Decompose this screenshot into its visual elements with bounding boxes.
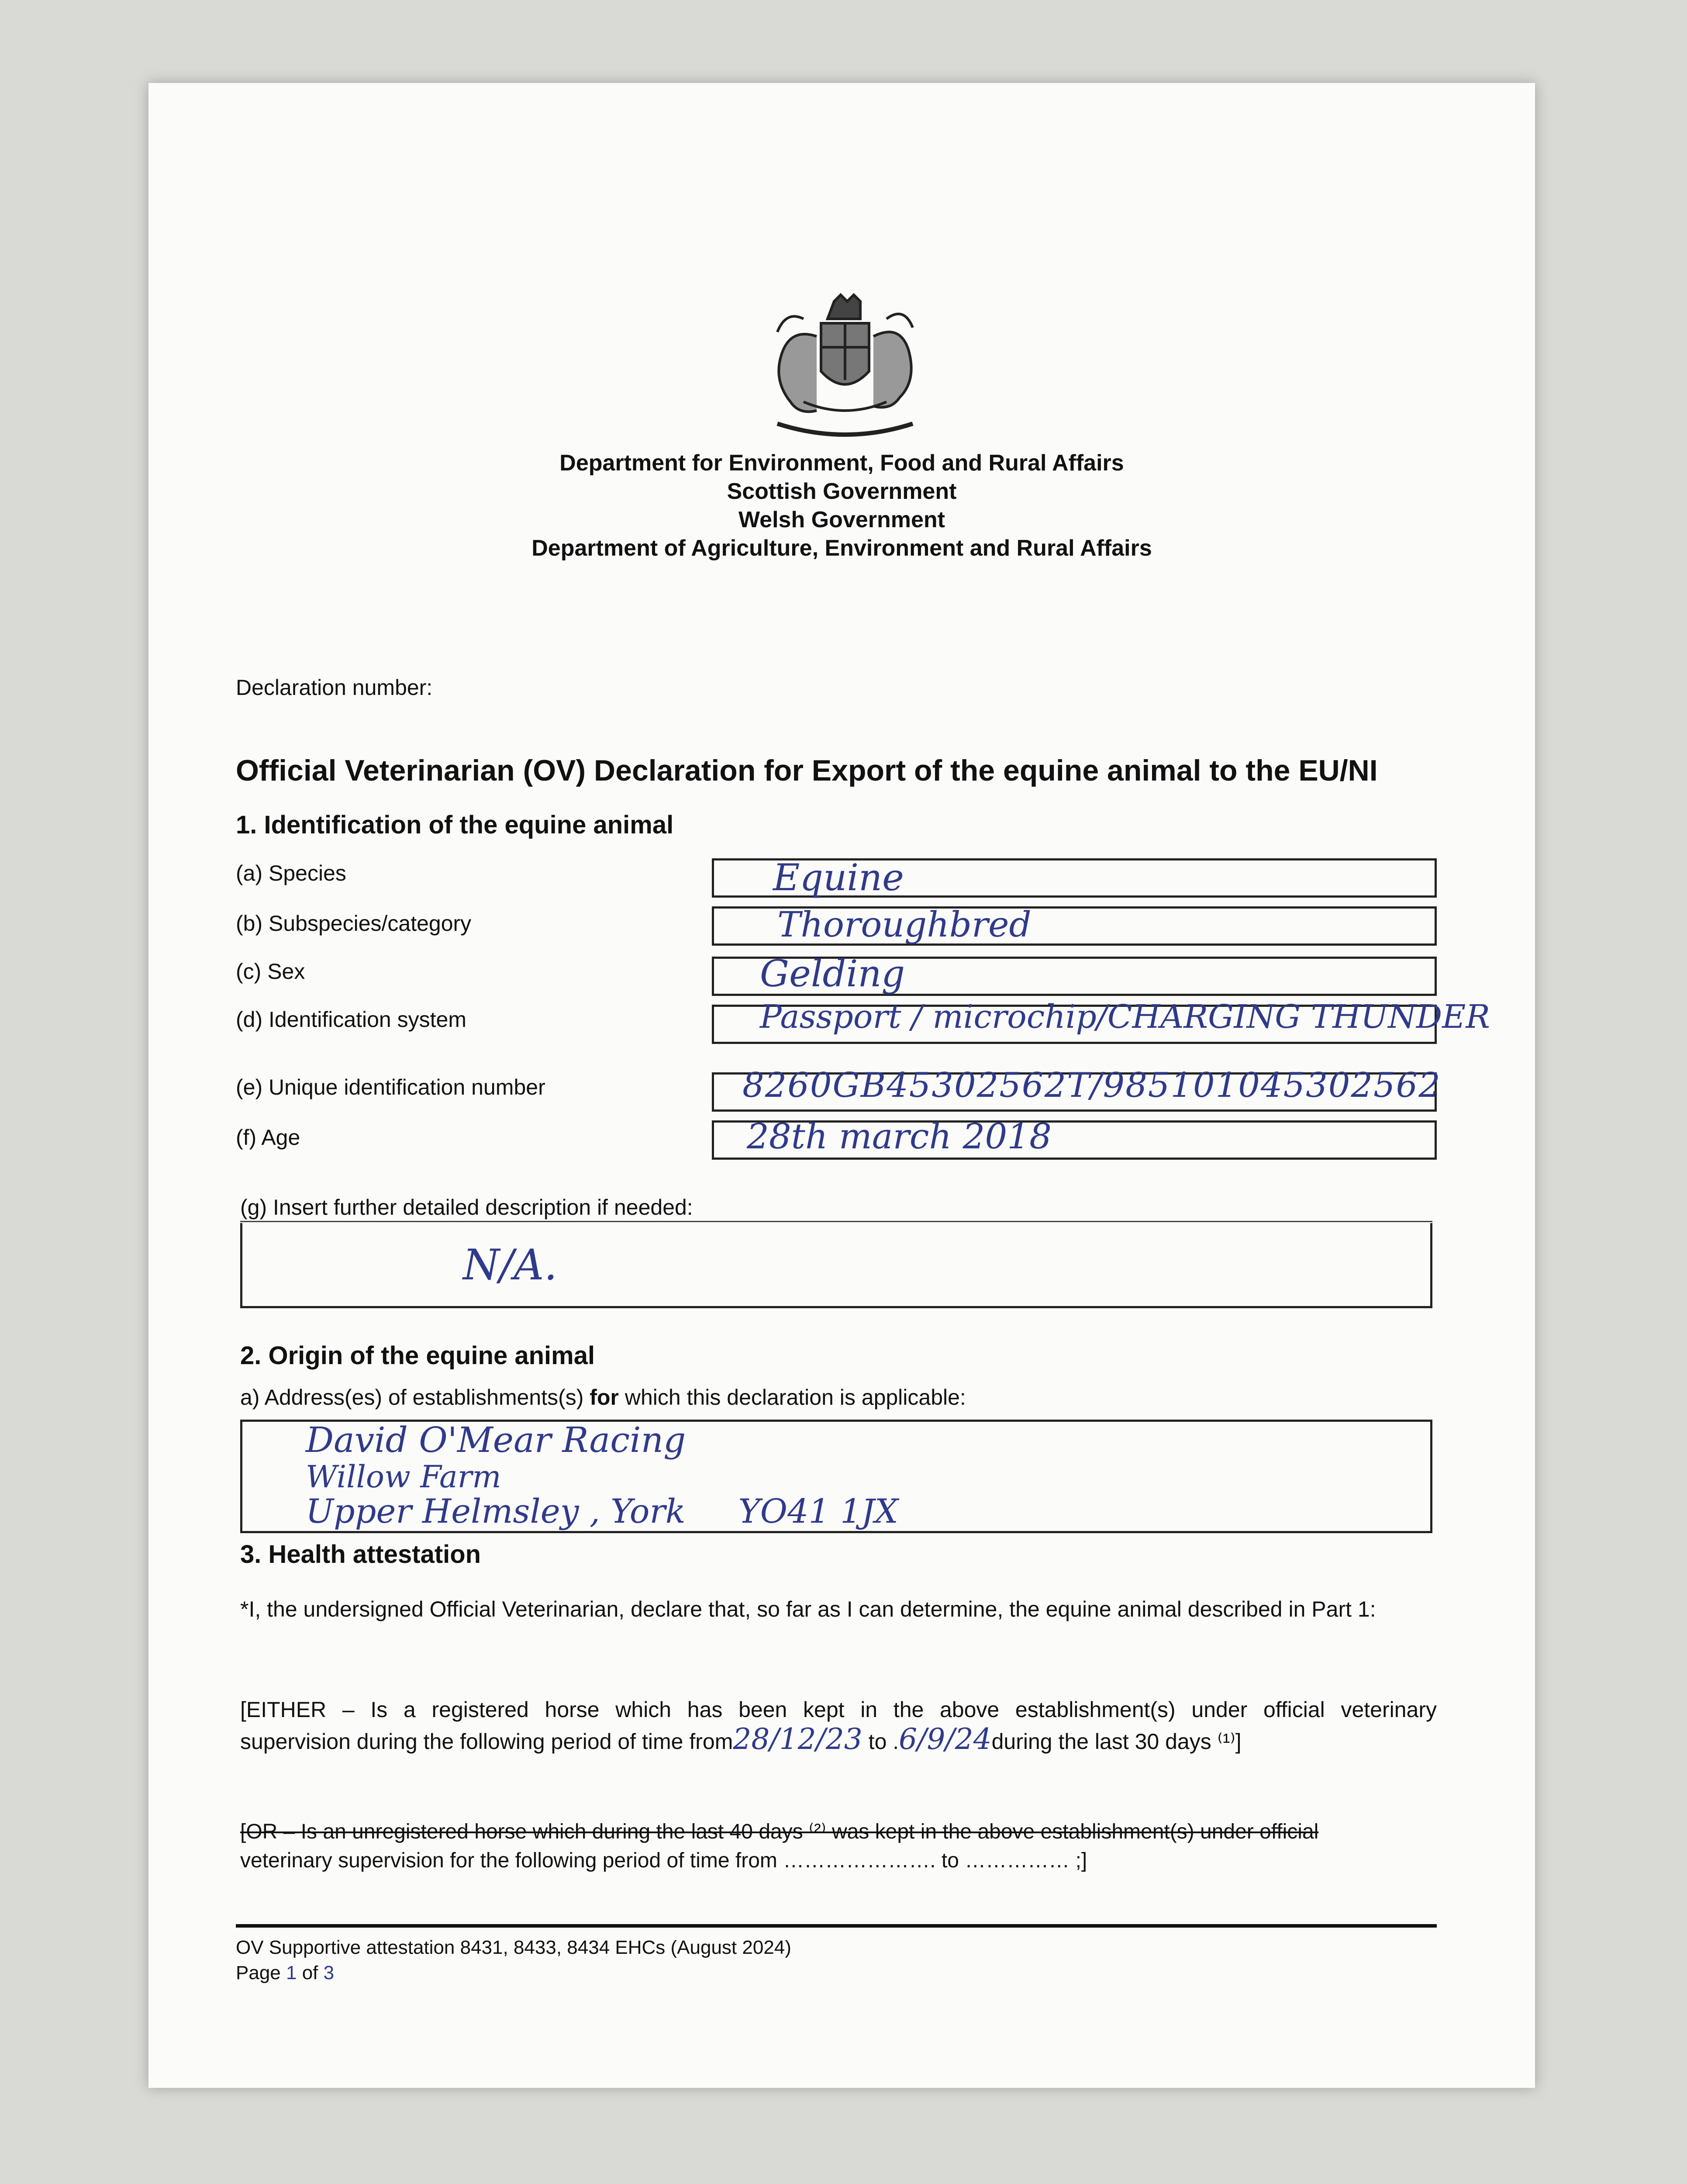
section3-heading: 3. Health attestation [240,1540,481,1569]
document-page [148,83,1535,2088]
further-description-value: N/A. [463,1241,558,1289]
address-line-2: Willow Farm [306,1459,501,1495]
department-line-2: Scottish Government [727,479,957,504]
department-line-3: Welsh Government [738,507,945,532]
health-intro: *I, the undersigned Official Veterinarian, declare that, so far as I can determine, the equine animal described in Part 1: [240,1597,1376,1621]
department-line-4: Department of Agriculture, Environment and Rural Affairs [531,536,1152,561]
either-line-2-post: during the last 30 days ⁽¹⁾] [991,1729,1242,1754]
subspecies-label: (b) Subspecies/category [236,911,472,936]
section2-heading: 2. Origin of the equine animal [240,1341,595,1370]
department-line-1: Department for Environment, Food and Rural Affairs [559,450,1124,476]
either-line-2 [240,1724,1437,1756]
footer-rule [236,1924,1437,1928]
footer-attestation: OV Supportive attestation 8431, 8433, 8434 EHCs (August 2024) [236,1937,791,1958]
address-label-pre: a) Address(es) of establishments(s) [240,1385,590,1410]
unique-id-value: 8260GB45302562T/985101045302562 [742,1066,1441,1105]
document-title: Official Veterinarian (OV) Declaration for Export of the equine animal to the EU/NI [236,754,1378,787]
footer-page [236,1960,334,1986]
species-label: (a) Species [236,861,346,885]
either-line-2-pre: supervision during the following period of time from [240,1729,733,1754]
or-line-1: [OR – Is an unregistered horse which during the last 40 days ⁽²⁾ was kept in the above establishment(s) under official [240,1820,1319,1843]
address-line-3: Upper Helmsley , York YO41 1JX [306,1492,898,1531]
species-value: Equine [773,856,904,899]
footer-of-word: of [297,1962,324,1984]
footer-page-word: Page [236,1962,286,1984]
section1-heading: 1. Identification of the equine animal [236,811,674,839]
sex-label: (c) Sex [236,959,305,984]
footer-page-number: 1 [286,1962,297,1984]
sex-value: Gelding [760,952,905,995]
address-label [240,1385,966,1410]
either-to-date: 6/9/24 [899,1722,992,1756]
address-label-bold: for [590,1385,619,1410]
declaration-number-label: Declaration number: [236,675,433,700]
royal-coat-of-arms-icon [751,293,939,441]
age-value: 28th march 2018 [747,1116,1052,1157]
either-mid-text: to . [862,1729,899,1754]
identification-system-label: (d) Identification system [236,1007,466,1032]
address-line-1: David O'Mear Racing [306,1420,686,1460]
further-description-label: (g) Insert further detailed description if needed: [240,1195,693,1220]
either-line-1: [EITHER – Is a registered horse which has been kept in the above establishment(s) under official veterinary [240,1697,1437,1722]
unique-id-label: (e) Unique identification number [236,1075,545,1099]
further-description-field[interactable] [240,1223,1432,1308]
either-from-date: 28/12/23 [733,1722,862,1756]
age-label: (f) Age [236,1125,300,1150]
address-label-post: which this declaration is applicable: [618,1385,966,1410]
or-line-2: veterinary supervision for the following period of time from …………………. to …………… ;] [240,1849,1087,1872]
identification-system-value: Passport / microchip/CHARGING THUNDER [760,998,1490,1036]
further-description-rule [240,1221,1432,1222]
subspecies-value: Thoroughbred [777,904,1032,945]
footer-page-total: 3 [323,1962,335,1984]
